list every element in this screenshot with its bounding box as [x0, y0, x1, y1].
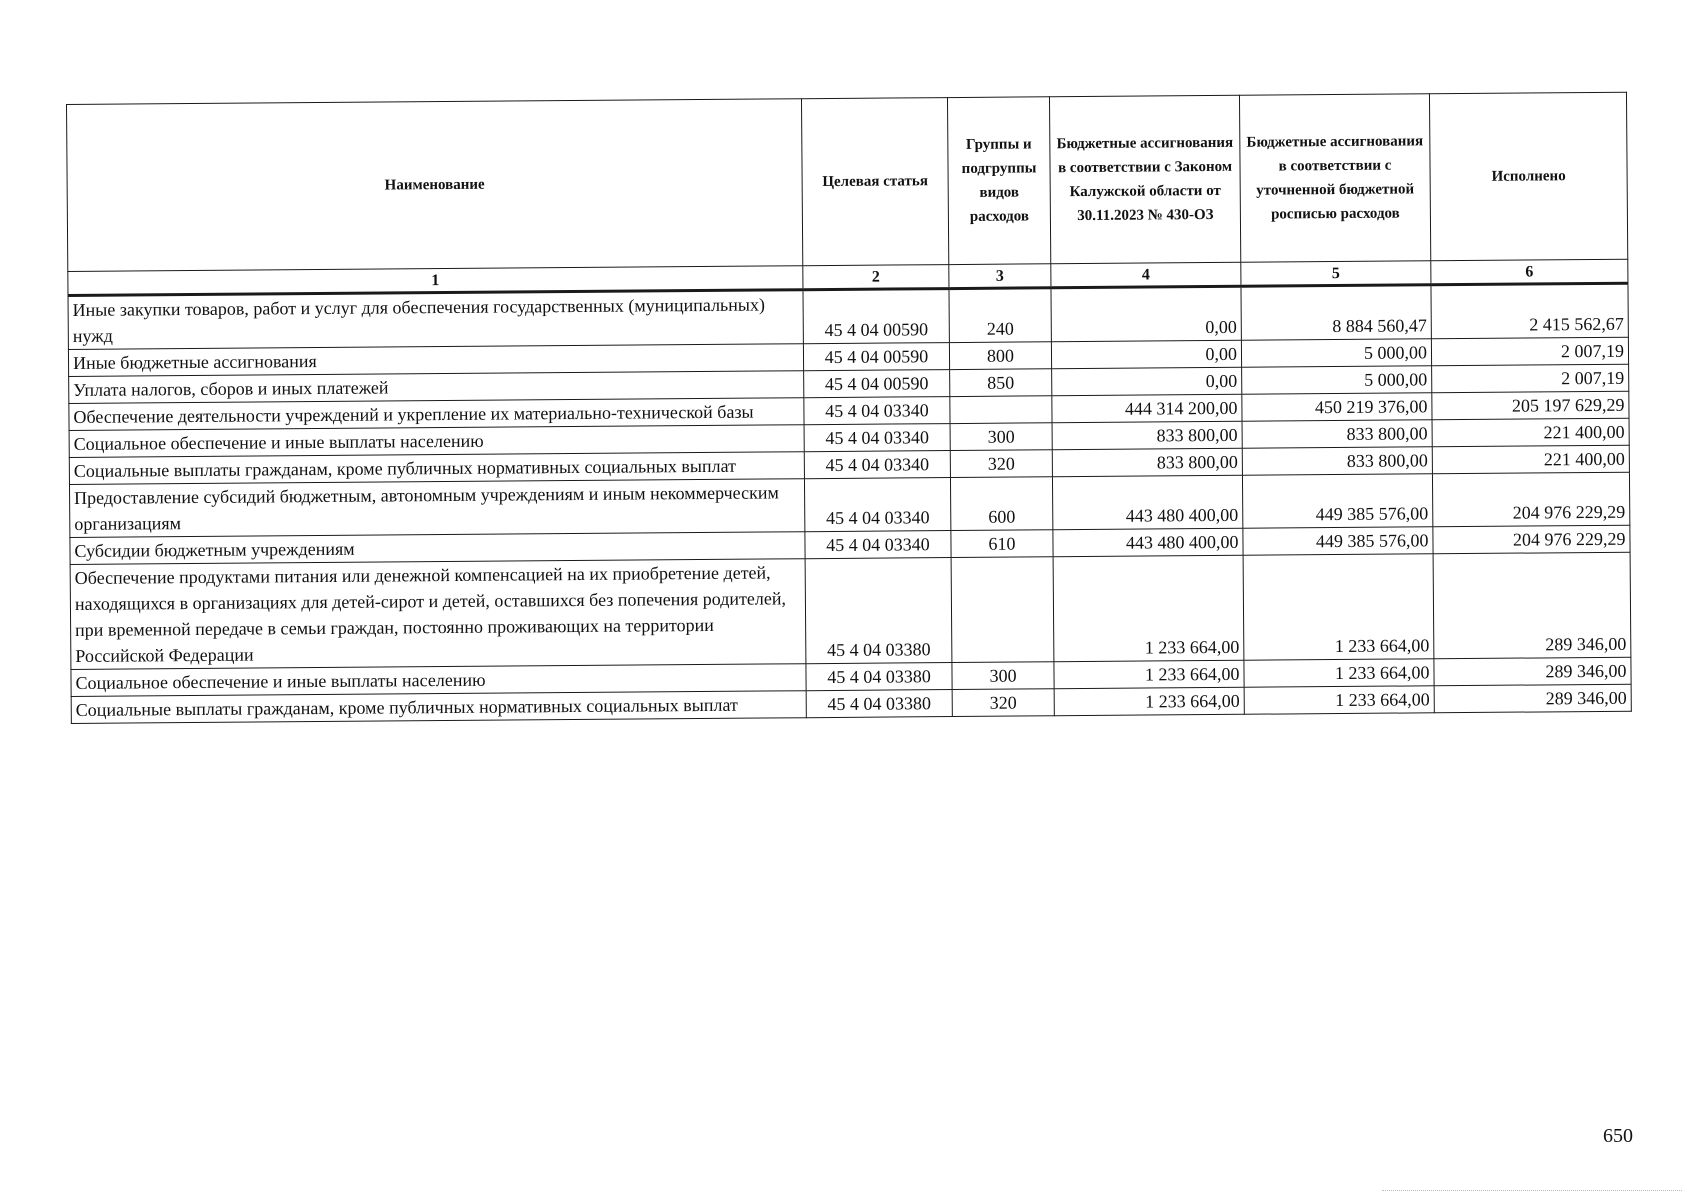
row-name: Социальное обеспечение и иные выплаты населению: [71, 664, 806, 697]
scan-artifact: [1382, 1190, 1682, 1193]
row-refined-amount: 450 219 376,00: [1242, 393, 1432, 421]
column-number: 6: [1431, 259, 1628, 285]
row-law-amount: 443 480 400,00: [1052, 475, 1242, 529]
row-target-article: 45 4 04 03340: [804, 397, 950, 425]
row-refined-amount: 1 233 664,00: [1244, 659, 1434, 687]
row-executed-amount: 2 415 562,67: [1431, 283, 1628, 339]
row-name: Уплата налогов, сборов и иных платежей: [69, 371, 804, 404]
row-law-amount: 0,00: [1052, 367, 1242, 395]
row-executed-amount: 289 346,00: [1433, 552, 1631, 659]
row-target-article: 45 4 04 00590: [804, 370, 950, 398]
table-row: [70, 552, 1631, 669]
row-target-article: 45 4 04 03340: [804, 451, 950, 479]
row-expense-group: 800: [949, 342, 1051, 370]
column-number: 5: [1241, 261, 1431, 286]
row-refined-amount: 8 884 560,47: [1241, 285, 1431, 340]
row-law-amount: 0,00: [1051, 286, 1241, 341]
row-name: Субсидии бюджетным учреждениям: [70, 532, 805, 565]
header-law-appropriations: Бюджетные ассигнования в соответствии с Законом Калужской области от 30.11.2023 № 430-ОЗ: [1049, 95, 1240, 263]
header-refined-appropriations: Бюджетные ассигнования в соответствии с уточненной бюджетной росписью расходов: [1239, 94, 1430, 262]
row-expense-group: [951, 557, 1054, 663]
row-expense-group: 320: [952, 689, 1054, 717]
row-refined-amount: 1 233 664,00: [1243, 554, 1434, 660]
row-target-article: 45 4 04 03340: [805, 531, 951, 559]
row-executed-amount: 221 400,00: [1432, 445, 1629, 474]
header-target-article: Целевая статья: [801, 98, 948, 266]
row-law-amount: 0,00: [1051, 340, 1241, 368]
column-number: 2: [803, 265, 949, 290]
row-expense-group: 850: [950, 369, 1052, 397]
page-number: 650: [1603, 1125, 1633, 1147]
row-refined-amount: 5 000,00: [1241, 339, 1431, 367]
row-executed-amount: 204 976 229,29: [1432, 472, 1629, 527]
row-name: Иные бюджетные ассигнования: [68, 344, 803, 377]
row-name: Обеспечение продуктами питания или денежной компенсацией на их приобретение детей, находящихся в организациях для детей-сирот и детей, оставшихся без попечения родителей, при временной передаче в семьи граждан, постоянно проживающих на территории Российской Федерации: [70, 559, 806, 670]
row-executed-amount: 221 400,00: [1432, 418, 1629, 447]
row-refined-amount: 833 800,00: [1242, 420, 1432, 448]
row-law-amount: 444 314 200,00: [1052, 394, 1242, 422]
header-expense-groups: Группы и подгруппы видов расходов: [947, 97, 1050, 265]
row-law-amount: 833 800,00: [1052, 448, 1242, 476]
row-refined-amount: 449 385 576,00: [1242, 474, 1432, 528]
row-executed-amount: 289 346,00: [1434, 684, 1631, 713]
row-law-amount: 1 233 664,00: [1053, 555, 1244, 661]
row-expense-group: 240: [949, 288, 1051, 343]
row-name: Социальные выплаты гражданам, кроме публичных нормативных социальных выплат: [69, 452, 804, 485]
row-expense-group: 320: [950, 450, 1052, 478]
row-refined-amount: 5 000,00: [1242, 366, 1432, 394]
row-executed-amount: 205 197 629,29: [1432, 391, 1629, 420]
row-expense-group: 600: [950, 477, 1052, 531]
column-number: 1: [68, 266, 803, 296]
row-name: Иные закупки товаров, работ и услуг для обеспечения государственных (муниципальных) нужд: [68, 290, 803, 350]
header-executed: Исполнено: [1429, 92, 1627, 261]
row-refined-amount: 449 385 576,00: [1243, 527, 1433, 555]
row-target-article: 45 4 04 00590: [803, 343, 949, 371]
row-law-amount: 1 233 664,00: [1054, 660, 1244, 688]
row-refined-amount: 833 800,00: [1242, 447, 1432, 475]
table-header-row: [67, 92, 1628, 271]
row-law-amount: 443 480 400,00: [1053, 528, 1243, 556]
row-target-article: 45 4 04 03380: [806, 663, 952, 691]
row-executed-amount: 2 007,19: [1431, 337, 1628, 366]
row-law-amount: 1 233 664,00: [1054, 687, 1244, 715]
row-name: Социальное обеспечение и иные выплаты населению: [69, 425, 804, 458]
row-name: Социальные выплаты гражданам, кроме публичных нормативных социальных выплат: [71, 691, 806, 724]
row-target-article: 45 4 04 03340: [804, 424, 950, 452]
row-target-article: 45 4 04 00590: [803, 289, 949, 344]
column-number: 4: [1051, 262, 1241, 287]
row-refined-amount: 1 233 664,00: [1244, 686, 1434, 714]
row-target-article: 45 4 04 03380: [806, 690, 952, 718]
row-expense-group: [950, 396, 1052, 424]
row-executed-amount: 289 346,00: [1434, 657, 1631, 686]
row-expense-group: 300: [952, 662, 1054, 690]
row-executed-amount: 204 976 229,29: [1433, 525, 1630, 554]
row-law-amount: 833 800,00: [1052, 421, 1242, 449]
row-target-article: 45 4 04 03380: [805, 558, 952, 664]
row-target-article: 45 4 04 03340: [804, 478, 950, 532]
row-executed-amount: 2 007,19: [1432, 364, 1629, 393]
row-name: Предоставление субсидий бюджетным, автономным учреждениям и иным некоммерческим организациям: [69, 479, 804, 538]
budget-table: [66, 92, 1632, 724]
row-name: Обеспечение деятельности учреждений и укрепление их материально-технической базы: [69, 398, 804, 431]
row-expense-group: 610: [951, 530, 1053, 558]
header-name: Наименование: [67, 99, 803, 272]
row-expense-group: 300: [950, 423, 1052, 451]
column-number: 3: [949, 264, 1051, 289]
